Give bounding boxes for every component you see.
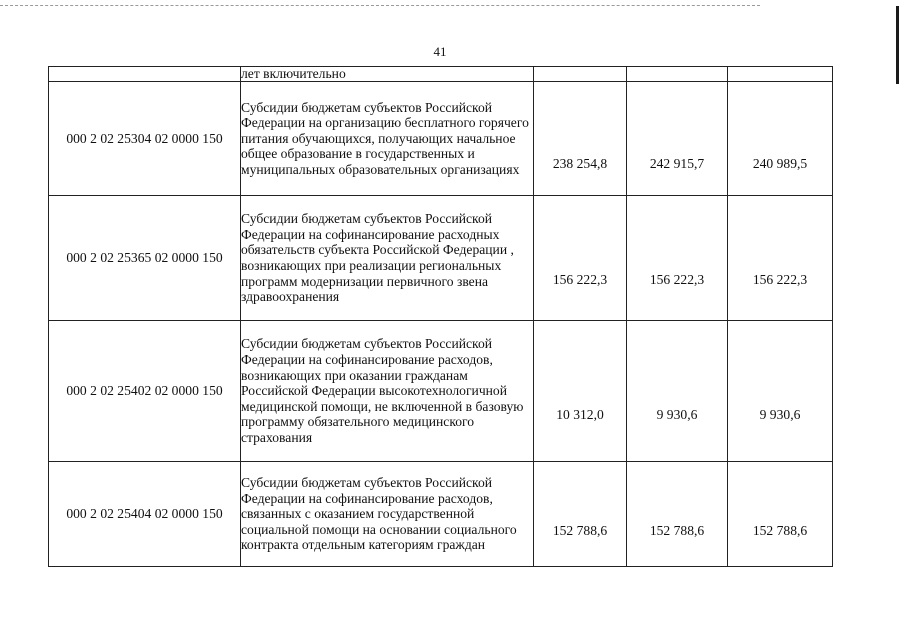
value-year-2: 242 915,7 — [649, 155, 705, 171]
subsidy-name-cell: Субсидии бюджетам субъектов Российской Федерации на софинансирование расходных обязательств субъекта Российской Федерации , возникающих при реализации региональных программ модернизации первичного звена здравоохранения — [241, 196, 534, 321]
table-row — [49, 462, 833, 567]
budget-code-cell: 000 2 02 25304 02 0000 150 — [49, 82, 241, 196]
scan-top-edge — [0, 5, 760, 6]
value-cell-year-2 — [627, 67, 728, 82]
code-cell — [49, 67, 241, 82]
value-year-2: 152 788,6 — [649, 522, 705, 538]
value-year-1: 10 312,0 — [556, 407, 604, 423]
value-year-3: 152 788,6 — [752, 522, 808, 538]
budget-code-cell: 000 2 02 25402 02 0000 150 — [49, 321, 241, 462]
value-year-2: 156 222,3 — [649, 272, 705, 288]
value-cell-year-3 — [728, 82, 833, 196]
table-row — [49, 196, 833, 321]
table-row — [49, 321, 833, 462]
value-year-3: 156 222,3 — [752, 272, 808, 288]
table-row-continuation — [49, 67, 833, 82]
value-cell-year-1 — [534, 196, 627, 321]
scan-right-edge-mark — [896, 6, 899, 84]
value-year-3: 240 989,5 — [752, 155, 808, 171]
subsidy-name-cell: Субсидии бюджетам субъектов Российской Федерации на организацию бесплатного горячего питания обучающихся, получающих начальное общее образование в государственных и муниципальных образовательных организациях — [241, 82, 534, 196]
value-cell-year-3 — [728, 321, 833, 462]
table-row — [49, 82, 833, 196]
value-cell-year-2 — [627, 196, 728, 321]
value-cell-year-3 — [728, 196, 833, 321]
value-cell-year-1 — [534, 82, 627, 196]
value-cell-year-3 — [728, 67, 833, 82]
value-year-3: 9 930,6 — [759, 407, 801, 423]
value-year-1: 238 254,8 — [552, 155, 608, 171]
value-cell-year-1 — [534, 462, 627, 567]
budget-code-cell: 000 2 02 25404 02 0000 150 — [49, 462, 241, 567]
value-cell-year-1 — [534, 67, 627, 82]
subsidy-name-cell: Субсидии бюджетам субъектов Российской Федерации на софинансирование расходов, связанных с оказанием государственной социальной помощи на основании социального контракта отдельным категориям граждан — [241, 462, 534, 567]
value-year-1: 156 222,3 — [552, 272, 608, 288]
value-cell-year-3 — [728, 462, 833, 567]
value-cell-year-2 — [627, 462, 728, 567]
value-cell-year-2 — [627, 82, 728, 196]
page-number: 41 — [433, 44, 447, 59]
value-year-2: 9 930,6 — [656, 407, 698, 423]
budget-code-cell: 000 2 02 25365 02 0000 150 — [49, 196, 241, 321]
subsidy-name-cell: Субсидии бюджетам субъектов Российской Федерации на софинансирование расходов, возникающих при оказании гражданам Российской Федерации высокотехнологичной медицинской помощи, не включенной в базовую программу обязательного медицинского страхования — [241, 321, 534, 462]
budget-revenue-table — [48, 66, 833, 567]
name-cell: лет включительно — [241, 67, 534, 82]
value-year-1: 152 788,6 — [552, 522, 608, 538]
value-cell-year-1 — [534, 321, 627, 462]
value-cell-year-2 — [627, 321, 728, 462]
